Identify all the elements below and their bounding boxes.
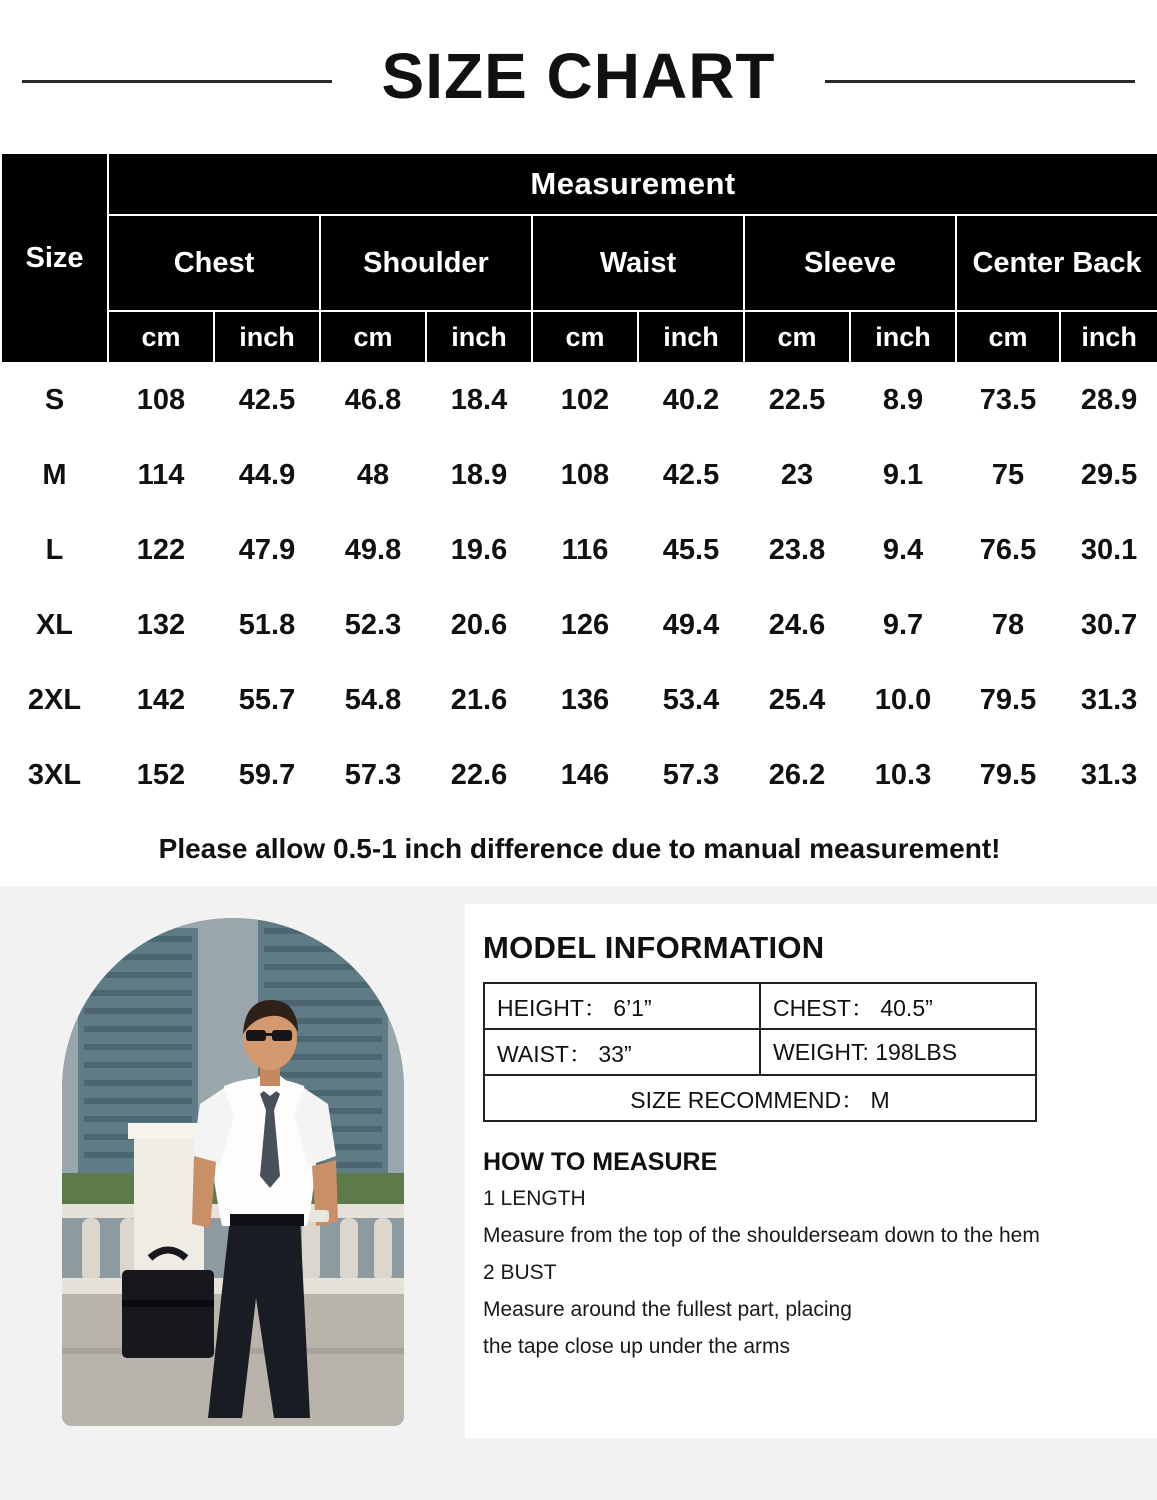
how-to-measure-heading: HOW TO MEASURE bbox=[483, 1148, 718, 1176]
model-row-recommend bbox=[484, 1075, 1036, 1121]
cell-waist-inch: 57.3 bbox=[638, 738, 744, 813]
cell-sleeve-cm: 23.8 bbox=[744, 513, 850, 588]
table-row bbox=[1, 588, 1157, 663]
header-unit-centerback-inch: inch bbox=[1060, 311, 1157, 363]
model-chest-label: CHEST： bbox=[773, 994, 874, 1021]
model-height bbox=[484, 983, 760, 1029]
cell-centerback-cm: 79.5 bbox=[956, 738, 1060, 813]
table-row bbox=[1, 438, 1157, 513]
cell-shoulder-cm: 57.3 bbox=[320, 738, 426, 813]
title-rule-right bbox=[825, 80, 1135, 83]
header-group-shoulder: Shoulder bbox=[320, 215, 532, 311]
model-photo bbox=[62, 918, 404, 1426]
model-information-heading: MODEL INFORMATION bbox=[483, 930, 825, 965]
header-unit-centerback-cm: cm bbox=[956, 311, 1060, 363]
cell-chest-inch: 47.9 bbox=[214, 513, 320, 588]
how-to-measure-line-2: Measure from the top of the shoulderseam down to the hem bbox=[483, 1224, 1040, 1247]
model-row-waist-weight bbox=[484, 1029, 1036, 1075]
cell-sleeve-inch: 8.9 bbox=[850, 363, 956, 438]
cell-shoulder-cm: 48 bbox=[320, 438, 426, 513]
cell-chest-inch: 59.7 bbox=[214, 738, 320, 813]
header-size: Size bbox=[1, 153, 108, 363]
cell-centerback-inch: 31.3 bbox=[1060, 663, 1157, 738]
header-unit-sleeve-inch: inch bbox=[850, 311, 956, 363]
cell-size: XL bbox=[1, 588, 108, 663]
cell-sleeve-inch: 9.4 bbox=[850, 513, 956, 588]
cell-sleeve-cm: 23 bbox=[744, 438, 850, 513]
model-waist-label: WAIST： bbox=[497, 1040, 592, 1067]
cell-chest-cm: 114 bbox=[108, 438, 214, 513]
how-to-measure-line-1: 1 LENGTH bbox=[483, 1187, 586, 1210]
table-row bbox=[1, 513, 1157, 588]
header-unit-chest-cm: cm bbox=[108, 311, 214, 363]
model-weight-label: WEIGHT: bbox=[773, 1038, 869, 1065]
cell-centerback-inch: 28.9 bbox=[1060, 363, 1157, 438]
cell-sleeve-inch: 9.7 bbox=[850, 588, 956, 663]
title-rule-left bbox=[22, 80, 332, 83]
page-title-area bbox=[0, 0, 1157, 152]
cell-shoulder-inch: 18.4 bbox=[426, 363, 532, 438]
model-waist bbox=[484, 1029, 760, 1075]
model-information-table bbox=[483, 982, 1037, 1122]
how-to-measure-line-4: Measure around the fullest part, placing bbox=[483, 1298, 852, 1321]
cell-shoulder-inch: 20.6 bbox=[426, 588, 532, 663]
cell-size: S bbox=[1, 363, 108, 438]
cell-waist-inch: 42.5 bbox=[638, 438, 744, 513]
header-group-center-back: Center Back bbox=[956, 215, 1157, 311]
info-column bbox=[465, 904, 1157, 1438]
model-photo-column bbox=[0, 904, 465, 1438]
cell-waist-inch: 45.5 bbox=[638, 513, 744, 588]
cell-size: 3XL bbox=[1, 738, 108, 813]
model-height-value: 6’1” bbox=[613, 994, 652, 1021]
cell-waist-cm: 116 bbox=[532, 513, 638, 588]
model-chest bbox=[760, 983, 1036, 1029]
cell-shoulder-inch: 18.9 bbox=[426, 438, 532, 513]
how-to-measure-line-5: the tape close up under the arms bbox=[483, 1335, 791, 1358]
cell-chest-inch: 42.5 bbox=[214, 363, 320, 438]
cell-shoulder-inch: 21.6 bbox=[426, 663, 532, 738]
cell-sleeve-inch: 9.1 bbox=[850, 438, 956, 513]
model-waist-value: 33” bbox=[598, 1040, 632, 1067]
cell-waist-inch: 49.4 bbox=[638, 588, 744, 663]
cell-sleeve-cm: 22.5 bbox=[744, 363, 850, 438]
cell-centerback-inch: 30.7 bbox=[1060, 588, 1157, 663]
cell-waist-inch: 53.4 bbox=[638, 663, 744, 738]
table-row bbox=[1, 663, 1157, 738]
header-measurement: Measurement bbox=[108, 153, 1157, 215]
cell-size: L bbox=[1, 513, 108, 588]
cell-waist-cm: 126 bbox=[532, 588, 638, 663]
header-unit-waist-cm: cm bbox=[532, 311, 638, 363]
header-unit-shoulder-inch: inch bbox=[426, 311, 532, 363]
measurement-note: Please allow 0.5-1 inch difference due to manual measurement! bbox=[1, 813, 1157, 885]
table-note-row bbox=[1, 813, 1157, 885]
table-row bbox=[1, 738, 1157, 813]
size-chart-table bbox=[0, 152, 1157, 886]
cell-centerback-cm: 75 bbox=[956, 438, 1060, 513]
cell-size: 2XL bbox=[1, 663, 108, 738]
cell-centerback-inch: 31.3 bbox=[1060, 738, 1157, 813]
cell-waist-cm: 102 bbox=[532, 363, 638, 438]
cell-size: M bbox=[1, 438, 108, 513]
cell-waist-cm: 108 bbox=[532, 438, 638, 513]
cell-centerback-cm: 76.5 bbox=[956, 513, 1060, 588]
cell-shoulder-inch: 19.6 bbox=[426, 513, 532, 588]
cell-chest-cm: 152 bbox=[108, 738, 214, 813]
cell-shoulder-cm: 54.8 bbox=[320, 663, 426, 738]
table-header-row-measurement bbox=[1, 153, 1157, 215]
model-photo-illustration bbox=[62, 918, 404, 1426]
cell-chest-cm: 108 bbox=[108, 363, 214, 438]
cell-sleeve-inch: 10.0 bbox=[850, 663, 956, 738]
model-weight-value: 198LBS bbox=[875, 1038, 958, 1065]
cell-sleeve-cm: 24.6 bbox=[744, 588, 850, 663]
cell-chest-inch: 51.8 bbox=[214, 588, 320, 663]
cell-sleeve-cm: 25.4 bbox=[744, 663, 850, 738]
cell-waist-inch: 40.2 bbox=[638, 363, 744, 438]
cell-chest-cm: 122 bbox=[108, 513, 214, 588]
cell-chest-cm: 132 bbox=[108, 588, 214, 663]
cell-shoulder-inch: 22.6 bbox=[426, 738, 532, 813]
model-height-label: HEIGHT： bbox=[497, 994, 607, 1021]
cell-waist-cm: 146 bbox=[532, 738, 638, 813]
cell-shoulder-cm: 52.3 bbox=[320, 588, 426, 663]
cell-waist-cm: 136 bbox=[532, 663, 638, 738]
header-group-waist: Waist bbox=[532, 215, 744, 311]
cell-shoulder-cm: 46.8 bbox=[320, 363, 426, 438]
cell-centerback-cm: 78 bbox=[956, 588, 1060, 663]
table-header-row-units bbox=[1, 311, 1157, 363]
page-title: SIZE CHART bbox=[368, 44, 790, 108]
cell-centerback-cm: 79.5 bbox=[956, 663, 1060, 738]
model-weight bbox=[760, 1029, 1036, 1075]
cell-chest-inch: 55.7 bbox=[214, 663, 320, 738]
header-unit-waist-inch: inch bbox=[638, 311, 744, 363]
cell-centerback-cm: 73.5 bbox=[956, 363, 1060, 438]
header-group-chest: Chest bbox=[108, 215, 320, 311]
header-group-sleeve: Sleeve bbox=[744, 215, 956, 311]
cell-centerback-inch: 29.5 bbox=[1060, 438, 1157, 513]
cell-shoulder-cm: 49.8 bbox=[320, 513, 426, 588]
header-unit-sleeve-cm: cm bbox=[744, 311, 850, 363]
cell-centerback-inch: 30.1 bbox=[1060, 513, 1157, 588]
table-header-row-groups bbox=[1, 215, 1157, 311]
cell-chest-cm: 142 bbox=[108, 663, 214, 738]
header-unit-shoulder-cm: cm bbox=[320, 311, 426, 363]
cell-sleeve-inch: 10.3 bbox=[850, 738, 956, 813]
model-chest-value: 40.5” bbox=[880, 994, 933, 1021]
how-to-measure-line-3: 2 BUST bbox=[483, 1261, 557, 1284]
cell-chest-inch: 44.9 bbox=[214, 438, 320, 513]
table-row bbox=[1, 363, 1157, 438]
cell-sleeve-cm: 26.2 bbox=[744, 738, 850, 813]
lower-section bbox=[0, 886, 1157, 1438]
size-recommend: SIZE RECOMMEND： M bbox=[484, 1075, 1036, 1121]
model-row-height-chest bbox=[484, 983, 1036, 1029]
header-unit-chest-inch: inch bbox=[214, 311, 320, 363]
